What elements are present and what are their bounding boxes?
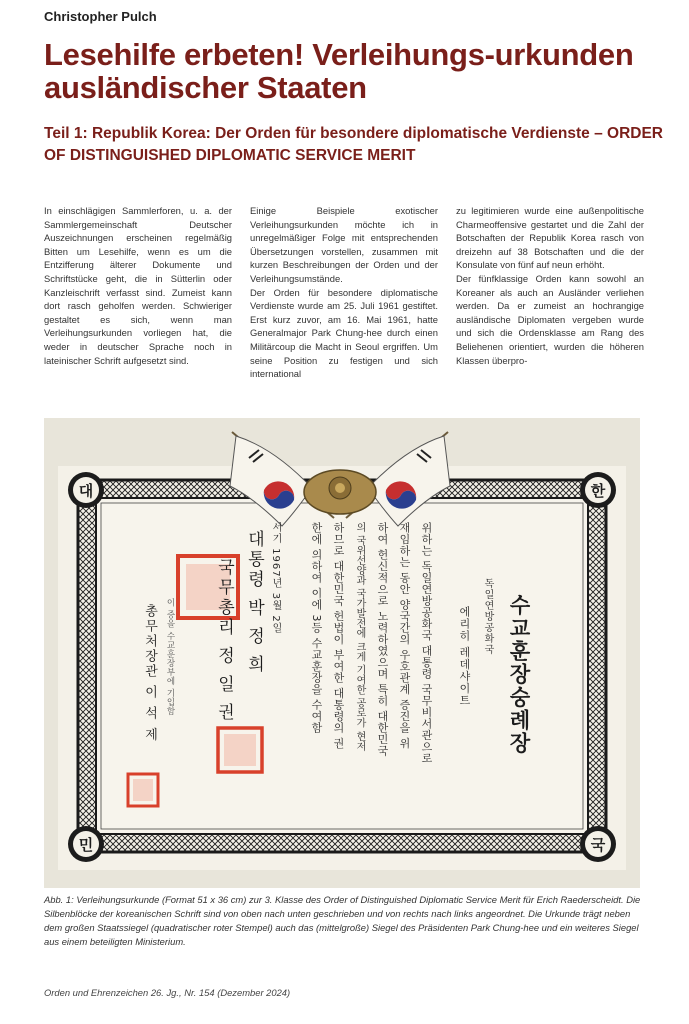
registry-note: 이 증을 수교훈장부에 기입함 — [165, 598, 175, 716]
svg-text:국: 국 — [590, 836, 606, 854]
paragraph: Einige Beispiele exotischer Verleihungsurkunden möchte ich in unregelmäßiger Folge mit entsprechenden Übersetzungen vorstellen, zusammen mit kurzen Beschreibungen der Orden und der Verleihungsumstände. — [250, 205, 438, 284]
corner-medallion-top-right — [580, 472, 616, 508]
article-title: Lesehilfe erbeten! Verleihungs-urkunden ausländischer Staaten — [44, 37, 634, 105]
citation-line-3: 하여 헌신적으로 노력하였으며 특히 대한민국 — [376, 522, 389, 757]
certificate-photo — [44, 418, 640, 888]
citation-line-4: 의 국위선양과 국가발전에 크게 기여한 공로가 현저 — [354, 522, 365, 752]
article-subtitle: Teil 1: Republik Korea: Der Orden für besondere diplomatische Verdienste – ORDER OF DISTINGUISHED DIPLOMATIC SERVICE MERIT — [44, 125, 664, 164]
corner-medallion-top-left — [68, 472, 104, 508]
citation-line-2: 재임하는 동안 양국간의 우호관계 증진을 위 — [398, 522, 411, 749]
prime-minister-signature-block: 국무총리 정 일 권 — [214, 558, 234, 724]
paragraph: zu legitimieren wurde eine außenpolitische Charmeoffensive gestartet und die Zahl der Botschaften der Republik Korea rasch von dreizehn auf 38 Botschaften und die der Konsulate von fünf auf neun erhöht. — [456, 205, 644, 271]
corner-medallion-bottom-right — [580, 826, 616, 862]
journal-citation: Orden und Ehrenzeichen 26. Jg., Nr. 154 (Dezember 2024) — [44, 987, 291, 998]
certificate-title-text: 수교훈장숭례장 — [507, 594, 531, 755]
president-signature-block: 대통령 박 정 희 — [244, 530, 264, 676]
figure-caption: Abb. 1: Verleihungsurkunde (Format 51 x 36 cm) zur 3. Klasse des Order of Distinguished Diplomatic Service Merit für Erich Raederscheidt. Die Silbenblöcke der koreanischen Schrift sind von oben nach unten geschrieben und von rechts nach links angeordnet. Die Urkunde trägt neben dem großen Staatssiegel (quadratischer roter Stempel) auch das (mittelgroße) Siegel des Präsidenten Park Chung-hee und ein weiteres Siegel aus einem beteiligten Ministerium. — [44, 894, 641, 947]
minister-signature-block: 총무처장관 이 석 제 — [142, 604, 157, 743]
corner-medallion-bottom-left — [68, 826, 104, 862]
paragraph: Der fünfklassige Orden kann sowohl an Koreaner als auch an Ausländer verliehen werden. Da er zumeist an hochrangige ausländische Diplomaten vergeben wurde und sich die Ordensklasse am Rang des Beliehenen orientiert, wurden die höheren Klassen überpro- — [456, 272, 644, 366]
body-column-3 — [456, 204, 644, 396]
author-name: Christopher Pulch — [44, 9, 157, 24]
body-column-1 — [44, 204, 232, 396]
citation-line-5: 하므로 대한민국 헌법이 부여한 대통령의 권 — [332, 522, 345, 749]
svg-text:민: 민 — [78, 836, 94, 854]
date-text: 서기 1967년 3월 2일 — [270, 522, 281, 634]
paragraph: In einschlägigen Sammlerforen, u. a. der Sammlergemeinschaft Deutscher Auszeichnungen erscheinen regelmäßig Bitten um Lesehilfe, wenn es um die Entzifferung älterer Dokumente und Schriftstücke geht, die in Sütterlin oder Kanzleischrift verfasst sind. Zumeist kann dort rasch geholfen werden. Schwieriger gestaltet es sich, wenn man Verleihungsurkunden vorliegen hat, die weder in deutscher Sprache noch in lateinischer Schrift aufgesetzt sind. — [44, 205, 232, 366]
body-column-2 — [250, 204, 438, 396]
citation-line-6: 한에 의하여 이에 3등 수교훈장을 수여함 — [310, 522, 323, 734]
citation-line-1: 위하는 독일연방공화국 대통령 국무비서관으로 — [420, 522, 433, 764]
recipient-country-text: 독일연방공화국 — [482, 578, 493, 655]
svg-text:한: 한 — [590, 482, 606, 500]
paragraph: Der Orden für besondere diplomatische Verdienste wurde am 25. Juli 1961 gestiftet. Erst kurz zuvor, am 16. Mai 1961, hatte Generalmajor Park Chung-hee durch einen Militärcoup die Macht in Seoul ergriffen. Um seine Position zu festigen und sich international — [250, 286, 438, 380]
svg-text:대: 대 — [78, 482, 94, 500]
body-columns — [44, 204, 644, 396]
recipient-name-text: 에리히 레데샤이트 — [458, 606, 471, 707]
